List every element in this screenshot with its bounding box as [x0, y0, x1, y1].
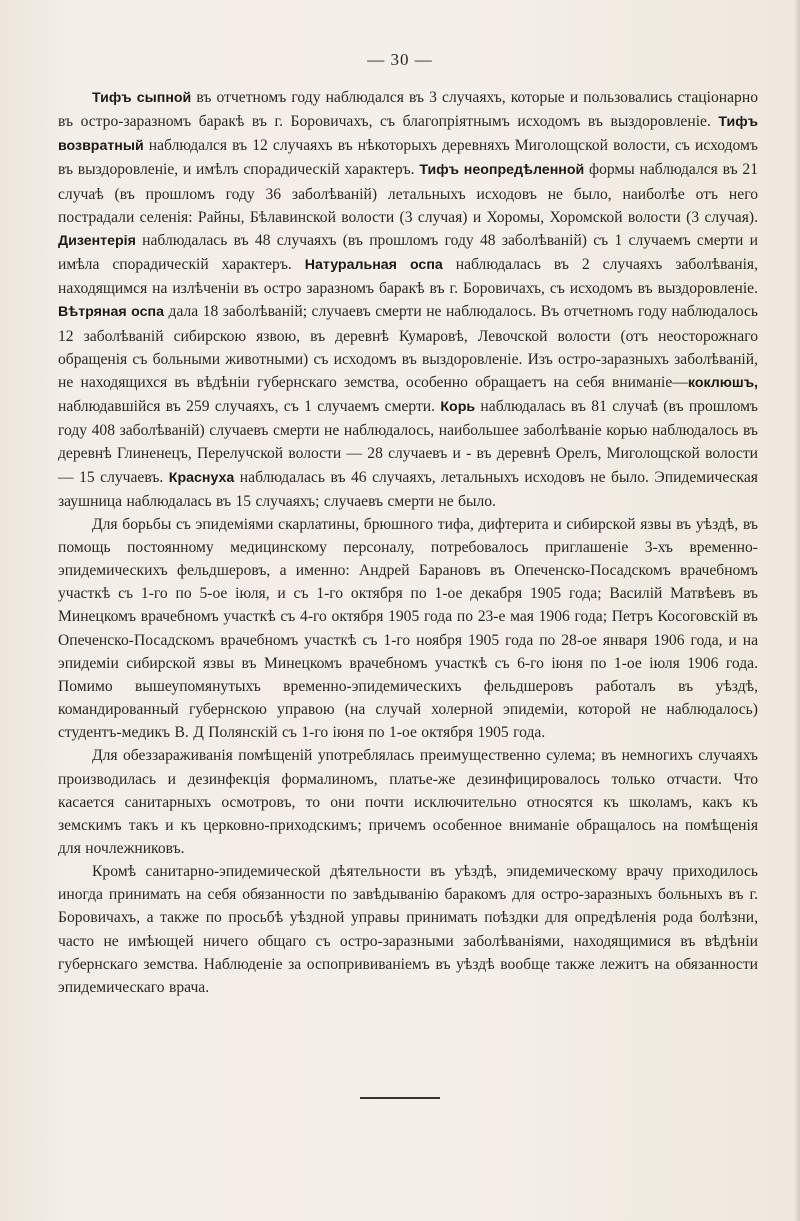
disease-term: Натуральная оспа — [304, 257, 443, 274]
body-text — [58, 86, 758, 999]
text-run: въ отчетномъ году наблюдался въ 3 случаяхъ, которые и пользовались стаціонарно въ остро-заразномъ баракѣ въ г. Боровичахъ, съ благопріятнымъ исходомъ въ выздоровленіе. — [58, 89, 758, 131]
disease-term: Дизентерія — [58, 232, 136, 249]
text-run: наблюдавшійся въ 259 случаяхъ, съ 1 случаемъ смерти. — [58, 398, 441, 416]
closing-rule — [360, 1097, 440, 1099]
page-number: — 30 — — [367, 50, 433, 69]
text-run: формы наблюдался въ 21 случаѣ (въ прошломъ году 36 заболѣваній) летальныхъ исходовъ не было, наиболѣе отъ него пострадали селенія: Райны, Бѣлавинской волости (3 случая) и Хоромы, Хоромской волости (3 случая). — [58, 161, 759, 226]
page-edge-shadow — [794, 0, 800, 1221]
text-run: наблюдалась въ 2 случаяхъ заболѣванія, находящимся на излѣченіи въ остро заразномъ баракѣ въ г. Боровичахъ, съ исходомъ въ выздоровленіе. — [58, 256, 759, 298]
paragraph-doctor-duties — [58, 860, 758, 999]
disease-term: коклюшъ, — [687, 374, 758, 391]
text-run: дала 18 заболѣваній; случаевъ смерти не наблюдалось. Въ отчетномъ году наблюдалось 12 заболѣваній сибирскою язвою, въ деревнѣ Кумаровѣ, Левочской волости (отъ неосторожнаго обращенія съ больными животными) съ исходомъ въ выздоровленіе. Изъ остро-заразныхъ заболѣваній, не находящихся въ вѣдѣніи губернскаго земства, особенно обращаетъ на себя вниманіе— — [58, 303, 758, 391]
text-run: Кромѣ санитарно-эпидемической дѣятельности въ уѣздѣ, эпидемическому врачу приходилось иногда принимать на себя обязанности по завѣдыванію баракомъ для остро-заразныхъ больныхъ въ г. Боровичахъ, а также по просьбѣ уѣздной управы принимать поѣздки для опредѣленія рода болѣзни, часто не имѣющей ничего общаго съ остро-заразными заболѣваніями, находящимися въ вѣдѣніи губернскаго земства. Наблюденіе за оспопрививаніемъ въ уѣздѣ вообще также лежитъ на обязанности эпидемическаго врача. — [58, 863, 758, 996]
disease-term: Вѣтряная оспа — [58, 304, 165, 321]
text-run: наблюдалась въ 46 случаяхъ, летальныхъ исходовъ не было. Эпидемическая заушница наблюдалась въ 15 случаяхъ; случаевъ смерти не было. — [58, 468, 758, 510]
disease-term: Корь — [440, 399, 476, 416]
paragraph-epidemics-cases — [58, 86, 758, 513]
text-run: наблюдался въ 12 случаяхъ въ нѣкоторыхъ деревняхъ Миголощской волости, съ исходомъ въ выздоровленіе, и имѣлъ спорадическій характеръ. — [58, 137, 758, 179]
text-run: наблюдалась въ 81 случаѣ (въ прошломъ году 408 заболѣваній) случаевъ смерти не наблюдалось, наибольшее заболѣваніе корью наблюдалось въ деревнѣ Глиненецъ, Перелучской волости — 28 случаевъ и - въ деревнѣ Орелъ, Миголощской волости — 15 случаевъ. — [58, 398, 758, 486]
disease-term: Краснуха — [168, 469, 235, 486]
text-run: Для борьбы съ эпидеміями скарлатины, брюшного тифа, дифтерита и сибирской язвы въ уѣздѣ, въ помощь постоянному медицинскому персоналу, потребовалось приглашеніе 3-хъ временно-эпидемическихъ фельдшеровъ, а именно: Андрей Барановъ въ Опеченско-Посадскомъ врачебномъ участкѣ съ 1-го по 5-ое іюля, и съ 1-го октября по 1-ое декабря 1905 года; Василій Матвѣевъ въ Минецкомъ врачебномъ участкѣ съ 4-го октября 1905 года по 23-е мая 1906 года; Петръ Косоговскій въ Опеченско-Посадскомъ врачебномъ участкѣ съ 1-го ноября 1905 года по 28-ое января 1906 года, и на эпидеміи сибирской язвы въ Минецкомъ врачебномъ участкѣ съ 6-го іюня по 1-ое іюля 1906 года. Помимо вышеупомянутыхъ временно-эпидемическихъ фельдшеровъ работалъ въ уѣздѣ, командированный губернскою управою (на случай холерной эпидеміи, которой не наблюдалось) студентъ-медикъ В. Д Полянскій съ 1-го іюня по 1-ое октября 1905 года. — [58, 515, 758, 742]
disease-term: Тифъ сыпной — [92, 90, 192, 106]
paragraph-feldshers — [58, 513, 758, 745]
disease-term: Тифъ возвратный — [58, 114, 758, 155]
paragraph-disinfection — [58, 744, 758, 860]
text-run: наблюдалась въ 48 случаяхъ (въ прошломъ году 48 заболѣваній) съ 1 случаемъ смерти и имѣла спорадическій характеръ. — [58, 231, 758, 274]
disease-term: Тифъ неопредѣленной — [419, 162, 585, 179]
text-run: Для обеззараживанія помѣщеній употреблялась преимущественно сулема; въ немногихъ случаяхъ производилась и дезинфекція формалиномъ, платье-же дезинфицировалось только отчасти. Что касается санитарныхъ осмотровъ, то они почти исключительно относятся къ школамъ, какъ къ земскимъ такъ и къ церковно-приходскимъ; причемъ особенное вниманіе обращалось на помѣщенія для ночлежниковъ. — [58, 747, 758, 857]
